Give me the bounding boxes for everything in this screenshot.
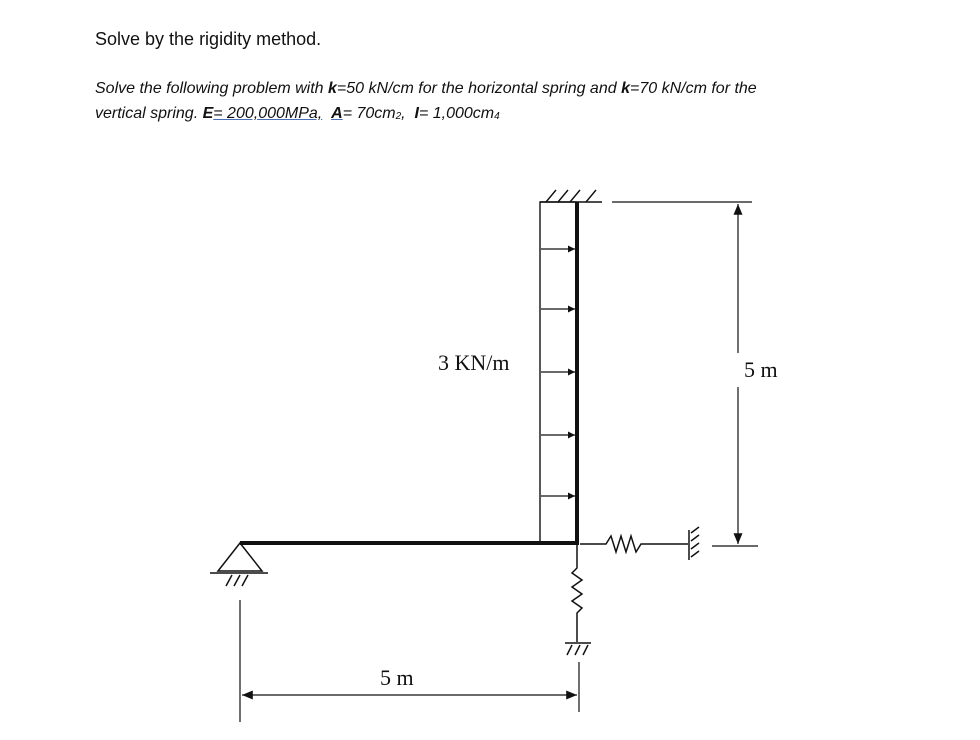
k-value-vertical: =70 kN/cm for the (629, 80, 757, 97)
i-exponent: 4 (494, 111, 500, 122)
problem-line1-prefix: Solve the following problem with (95, 80, 329, 97)
e-value: = 200,000MPa, (213, 105, 323, 122)
span-dimension-label: 5 m (380, 665, 414, 690)
pin-support-left (210, 543, 268, 586)
k-symbol-horizontal: k (328, 80, 337, 97)
i-value: = 1,000cm (418, 105, 495, 122)
vertical-spring (565, 545, 591, 655)
a-value: = 70cm (342, 105, 396, 122)
k-symbol-vertical: k (621, 80, 630, 97)
a-symbol: A (331, 105, 343, 122)
a-exponent: 2 (395, 111, 402, 122)
page-heading: Solve by the rigidity method. (95, 29, 322, 49)
horizontal-spring (580, 527, 699, 560)
fixed-support-top (540, 190, 602, 202)
k-value-horizontal: =50 kN/cm for the horizontal spring and (336, 80, 622, 97)
e-symbol: E (202, 105, 214, 122)
load-label: 3 KN/m (438, 350, 510, 375)
i-symbol: I (414, 105, 419, 122)
problem-line2-prefix: vertical spring. (95, 105, 203, 122)
span-dimension (240, 600, 579, 722)
height-dimension-label: 5 m (744, 357, 778, 382)
load-arrows (541, 249, 575, 496)
problem-line-2: vertical spring. E= 200,000MPa, $A= 70cm_2$, $I= 1,000cm_4$ (95, 105, 500, 122)
